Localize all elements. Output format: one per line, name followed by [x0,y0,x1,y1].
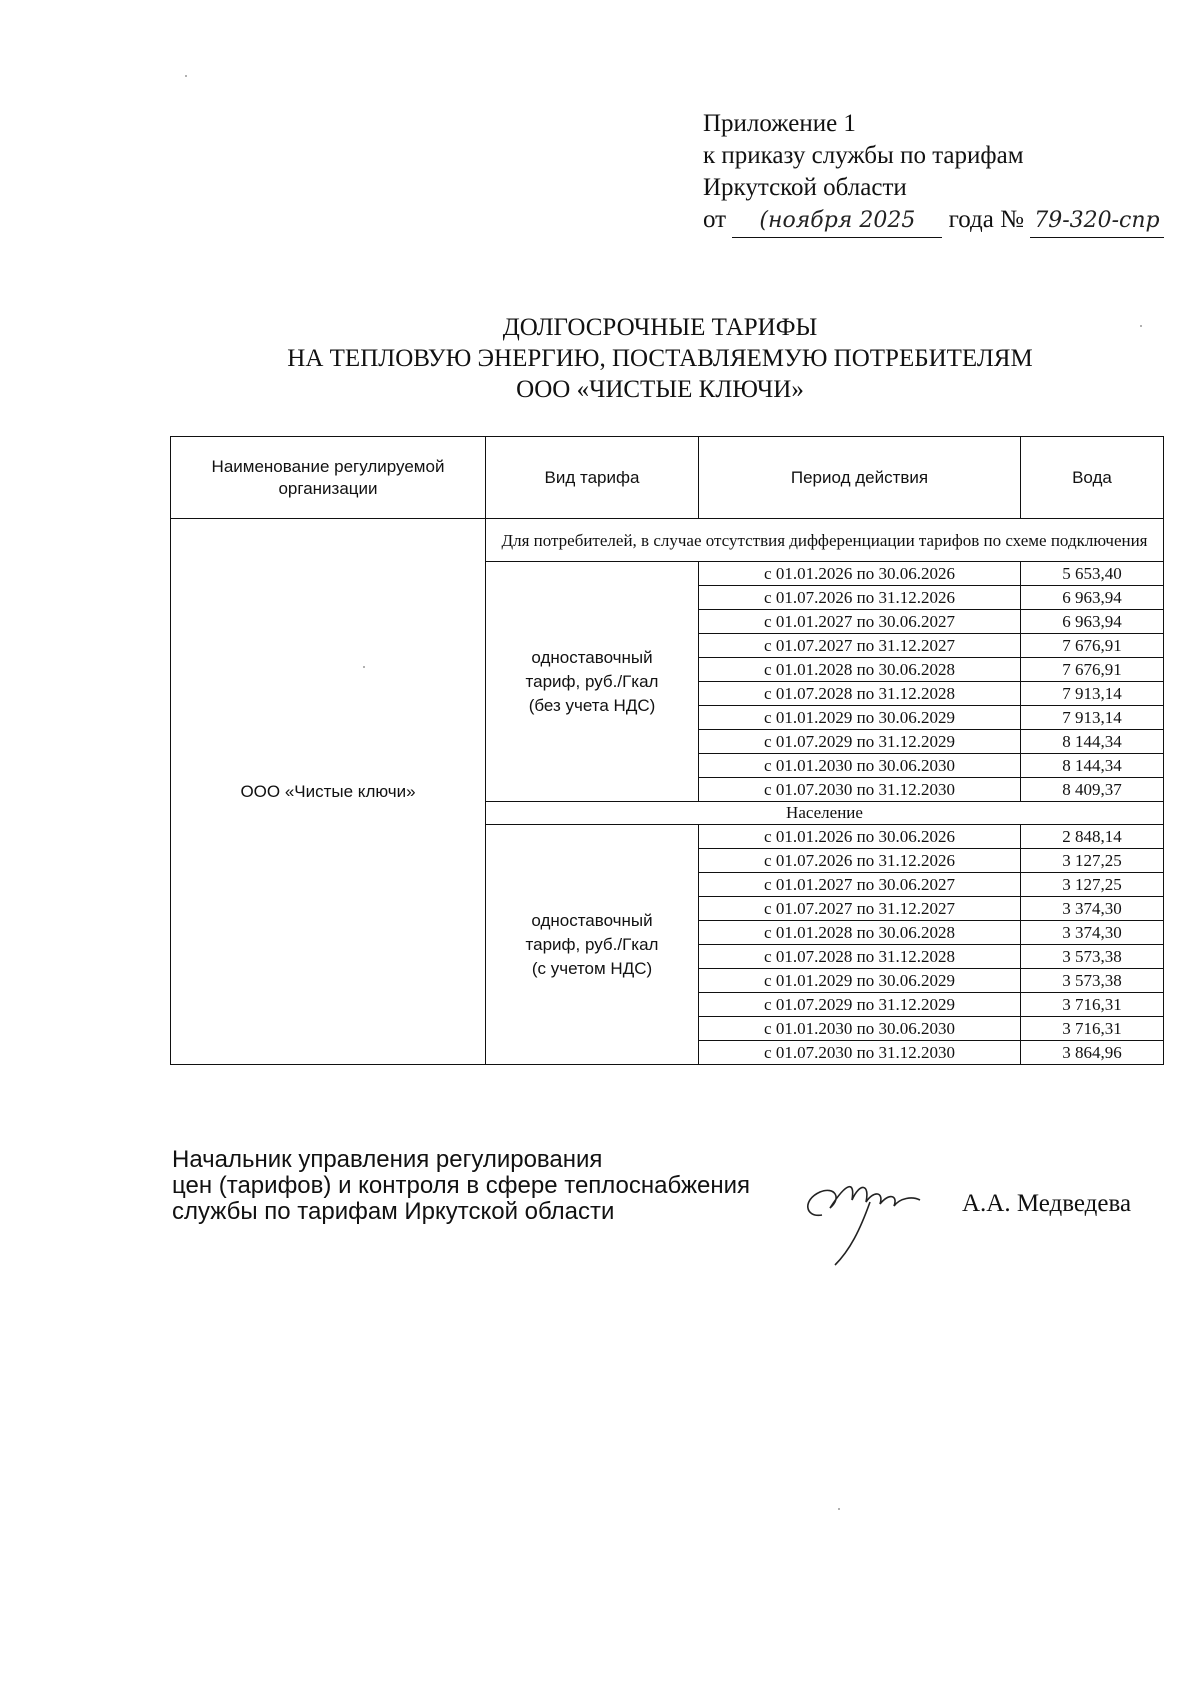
period-cell: с 01.01.2026 по 30.06.2026 [699,825,1021,849]
period-cell: с 01.07.2027 по 31.12.2027 [699,897,1021,921]
water-value-cell: 8 144,34 [1021,754,1164,778]
scan-speck [185,75,187,77]
tariff-type-line: тариф, руб./Гкал [525,671,659,691]
appendix-order-line [703,204,1164,238]
period-cell: с 01.07.2028 по 31.12.2028 [699,945,1021,969]
appendix-line-3: Иркутской области [703,174,907,201]
from-label: от [703,206,727,233]
position-line-3: службы по тарифам Иркутской области [172,1198,615,1225]
tariff-type-line: одноставочный [531,647,653,667]
period-cell: с 01.01.2030 по 30.06.2030 [699,754,1021,778]
header-period: Период действия [699,437,1021,519]
title-line-3: ООО «ЧИСТЫЕ КЛЮЧИ» [516,376,804,403]
period-cell: с 01.07.2029 по 31.12.2029 [699,993,1021,1017]
title-line-1: ДОЛГОСРОЧНЫЕ ТАРИФЫ [502,314,818,341]
handwritten-signature [800,1170,950,1270]
water-value-cell: 3 127,25 [1021,849,1164,873]
appendix-block [703,108,1164,238]
water-value-cell: 7 913,14 [1021,706,1164,730]
tariff-table [170,436,1164,1065]
scan-speck [838,1508,840,1510]
title-line-2: НА ТЕПЛОВУЮ ЭНЕРГИЮ, ПОСТАВЛЯЕМУЮ ПОТРЕБИТЕЛЯМ [287,345,1033,372]
table-header-row [171,437,1164,519]
header-water: Вода [1021,437,1164,519]
appendix-line-2: к приказу службы по тарифам [703,142,1024,169]
period-cell: с 01.07.2028 по 31.12.2028 [699,682,1021,706]
water-value-cell: 3 127,25 [1021,873,1164,897]
tariff-type-line: (без учета НДС) [528,695,656,715]
section-title: Для потребителей, в случае отсутствия дифференциации тарифов по схеме подключения [486,519,1164,562]
header-organization: Наименование регулируемой организации [171,437,486,519]
tariff-type-line: (с учетом НДС) [531,958,653,978]
period-cell: с 01.01.2027 по 30.06.2027 [699,610,1021,634]
table-body [171,519,1164,1065]
period-cell: с 01.07.2030 по 31.12.2030 [699,778,1021,802]
position-line-1: Начальник управления регулирования [172,1146,603,1173]
period-cell: с 01.01.2030 по 30.06.2030 [699,1017,1021,1041]
document-title [160,312,1160,405]
period-cell: с 01.01.2029 по 30.06.2029 [699,969,1021,993]
tariff-type-line: тариф, руб./Гкал [525,934,659,954]
water-value-cell: 3 864,96 [1021,1041,1164,1065]
section-title: Население [486,802,1164,825]
water-value-cell: 3 374,30 [1021,921,1164,945]
water-value-cell: 8 409,37 [1021,778,1164,802]
tariff-type-cell [486,825,699,1065]
scan-speck [363,666,365,668]
tariff-type-line: одноставочный [531,910,653,930]
water-value-cell: 3 716,31 [1021,993,1164,1017]
period-cell: с 01.01.2028 по 30.06.2028 [699,658,1021,682]
water-value-cell: 3 573,38 [1021,945,1164,969]
period-cell: с 01.01.2029 по 30.06.2029 [699,706,1021,730]
period-cell: с 01.01.2027 по 30.06.2027 [699,873,1021,897]
handwritten-date: (ноября 2025 [732,205,942,238]
water-value-cell: 2 848,14 [1021,825,1164,849]
period-cell: с 01.01.2026 по 30.06.2026 [699,562,1021,586]
period-cell: с 01.07.2026 по 31.12.2026 [699,849,1021,873]
water-value-cell: 3 573,38 [1021,969,1164,993]
position-line-2: цен (тарифов) и контроля в сфере теплоснабжения [172,1172,751,1199]
signature-position-block [172,1147,750,1225]
tariff-type-cell [486,562,699,802]
period-cell: с 01.07.2027 по 31.12.2027 [699,634,1021,658]
water-value-cell: 3 374,30 [1021,897,1164,921]
water-value-cell: 5 653,40 [1021,562,1164,586]
period-cell: с 01.01.2028 по 30.06.2028 [699,921,1021,945]
water-value-cell: 3 716,31 [1021,1017,1164,1041]
handwritten-order-number: 79-320-спр [1030,205,1163,238]
signer-name: А.А. Медведева [962,1190,1132,1217]
water-value-cell: 6 963,94 [1021,610,1164,634]
scan-speck [1140,325,1142,327]
organization-cell: ООО «Чистые ключи» [171,519,486,1065]
period-cell: с 01.07.2026 по 31.12.2026 [699,586,1021,610]
appendix-line-1: Приложение 1 [703,110,856,137]
water-value-cell: 7 913,14 [1021,682,1164,706]
section-row [171,519,1164,562]
water-value-cell: 7 676,91 [1021,634,1164,658]
header-tariff-type: Вид тарифа [486,437,699,519]
period-cell: с 01.07.2029 по 31.12.2029 [699,730,1021,754]
period-cell: с 01.07.2030 по 31.12.2030 [699,1041,1021,1065]
water-value-cell: 6 963,94 [1021,586,1164,610]
water-value-cell: 8 144,34 [1021,730,1164,754]
year-number-label: года № [948,206,1024,233]
water-value-cell: 7 676,91 [1021,658,1164,682]
